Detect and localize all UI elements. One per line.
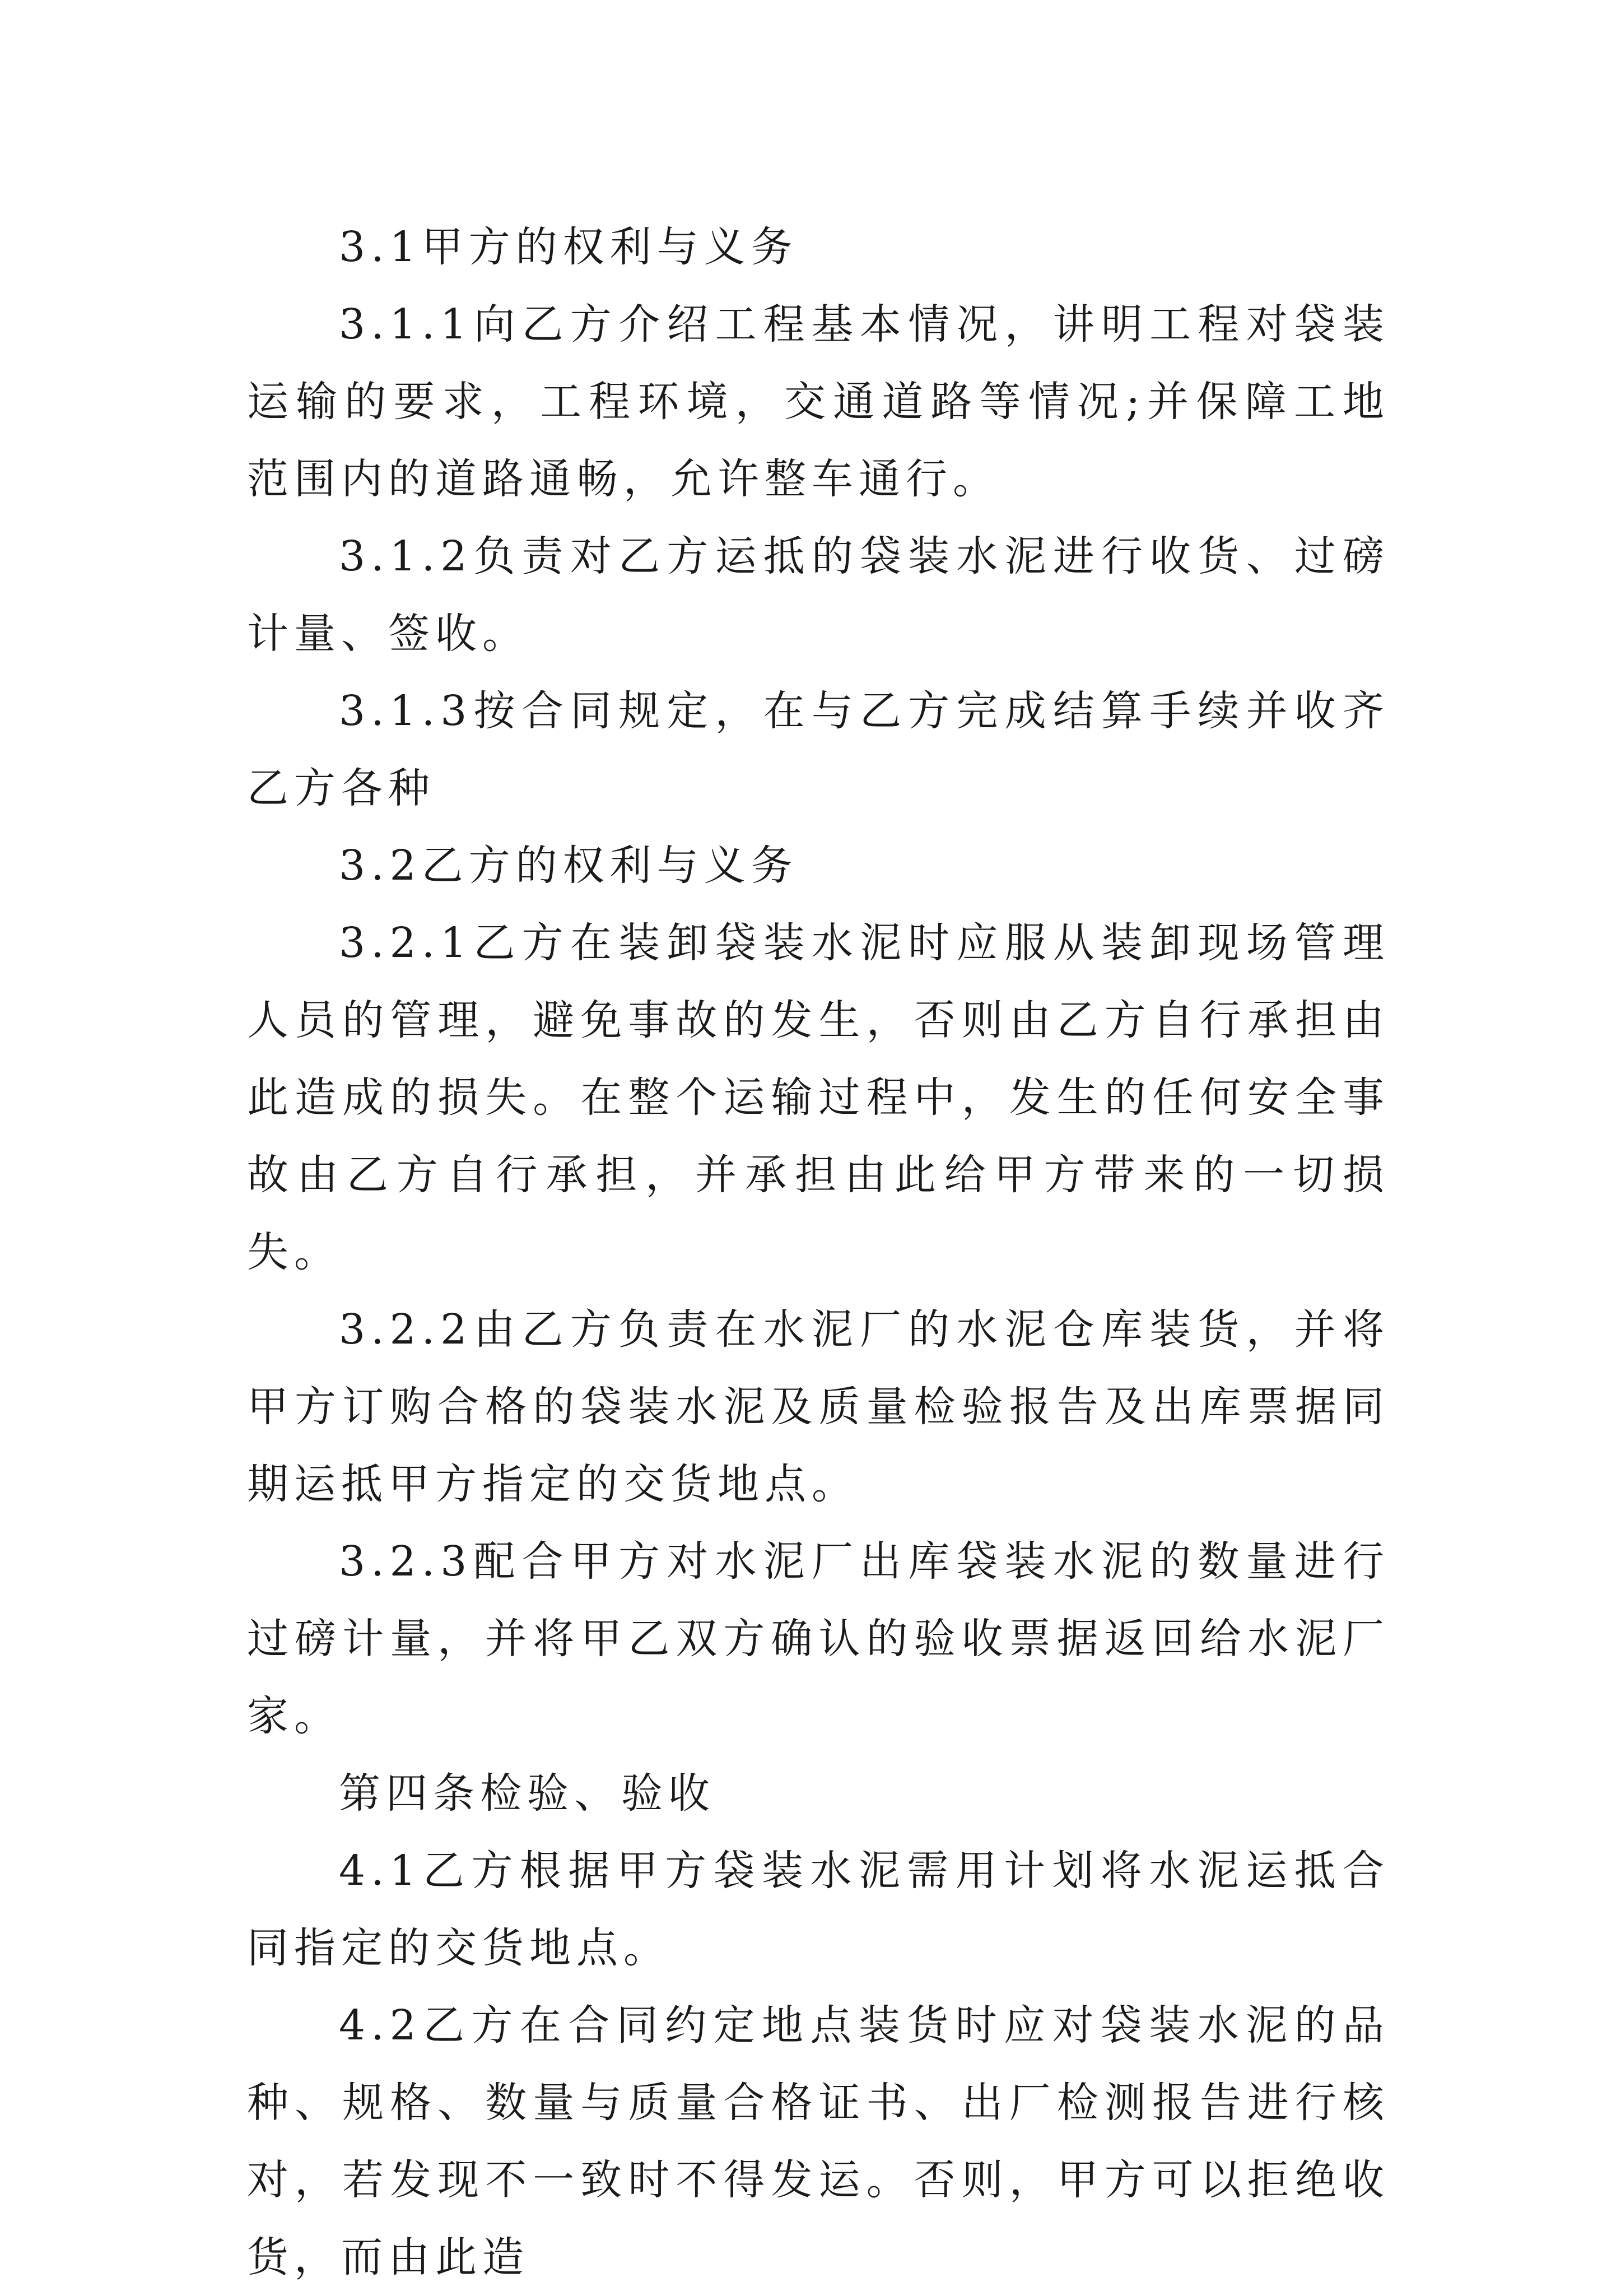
clause-4-1: 4.1乙方根据甲方袋装水泥需用计划将水泥运抵合同指定的交货地点。 xyxy=(247,1847,1390,1972)
clause-3-1-3: 3.1.3按合同规定，在与乙方完成结算手续并收齐乙方各种 xyxy=(247,687,1390,812)
section-heading-3-2: 3.2乙方的权利与义务 xyxy=(339,842,798,890)
clause-3-2-1: 3.2.1乙方在装卸袋装水泥时应服从装卸现场管理人员的管理，避免事故的发生，否则由乙方自行承担由此造成的损失。在整个运输过程中，发生的任何安全事故由乙方自行承担，并承担由此给甲方带来的一切损失。 xyxy=(247,919,1390,1276)
clause-3-2-3: 3.2.3配合甲方对水泥厂出库袋装水泥的数量进行过磅计量，并将甲乙双方确认的验收票据返回给水泥厂家。 xyxy=(247,1537,1390,1740)
clause-3-1-2: 3.1.2负责对乙方运抵的袋装水泥进行收货、过磅计量、签收。 xyxy=(247,532,1390,658)
article-heading-4: 第四条检验、验收 xyxy=(339,1769,715,1818)
clause-3-2-2: 3.2.2由乙方负责在水泥厂的水泥仓库装货，并将甲方订购合格的袋装水泥及质量检验报告及出库票据同期运抵甲方指定的交货地点。 xyxy=(247,1305,1390,1508)
clause-3-1-1: 3.1.1向乙方介绍工程基本情况，讲明工程对袋装运输的要求，工程环境，交通道路等情况;并保障工地范围内的道路通畅，允许整车通行。 xyxy=(247,300,1390,503)
clause-4-2: 4.2乙方在合同约定地点装货时应对袋装水泥的品种、规格、数量与质量合格证书、出厂检测报告进行核对，若发现不一致时不得发运。否则，甲方可以拒绝收货，而由此造 xyxy=(247,2001,1390,2281)
section-heading-3-1: 3.1甲方的权利与义务 xyxy=(339,223,798,271)
document-body xyxy=(247,208,1390,2296)
